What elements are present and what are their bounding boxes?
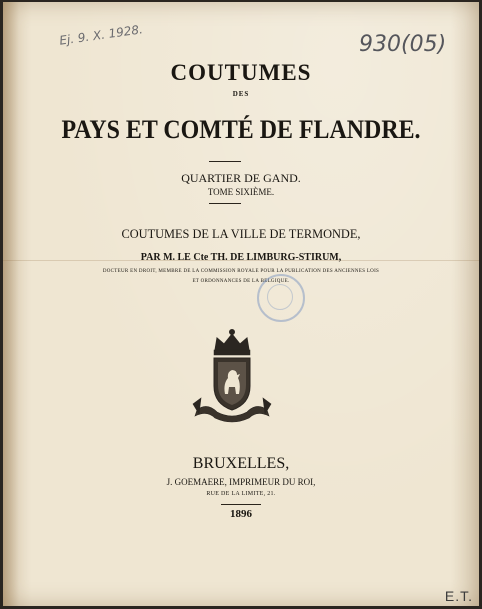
divider-rule <box>209 161 241 162</box>
watermark: E.T. <box>444 588 473 604</box>
quarter-line: QUARTIER DE GAND. <box>181 171 301 185</box>
handwritten-accession-note: Ej. 9. X. 1928. <box>58 22 144 48</box>
title-page <box>3 2 479 606</box>
imprint-year: 1896 <box>230 508 252 520</box>
library-stamp-icon <box>257 274 305 322</box>
royal-coat-of-arms-icon <box>187 328 277 426</box>
title-line-3: PAYS ET COMTÉ DE FLANDRE. <box>61 115 421 144</box>
title-line-2: DES <box>232 90 250 98</box>
credentials-line-2: ET ORDONNANCES DE LA BELGIQUE. <box>192 279 290 284</box>
handwritten-shelfmark: 930(05) <box>359 32 447 57</box>
imprint-city: BRUXELLES, <box>192 455 290 472</box>
author-line: PAR M. LE Cte TH. DE LIMBURG-STIRUM, <box>140 252 342 263</box>
imprint-address: RUE DE LA LIMITE, 21. <box>206 491 276 497</box>
divider-rule <box>209 203 241 204</box>
imprint-printer: J. GOEMAERE, IMPRIMEUR DU ROI, <box>166 477 316 487</box>
volume-line: TOME SIXIÈME. <box>207 187 275 197</box>
divider-rule <box>221 504 261 505</box>
credentials-line-1: DOCTEUR EN DROIT, MEMBRE DE LA COMMISSION ROYALE POUR LA PUBLICATION DES ANCIENNES LOIS <box>102 269 380 274</box>
subtitle-line: COUTUMES DE LA VILLE DE TERMONDE, <box>121 226 361 241</box>
title-line-1: COUTUMES <box>170 60 312 85</box>
